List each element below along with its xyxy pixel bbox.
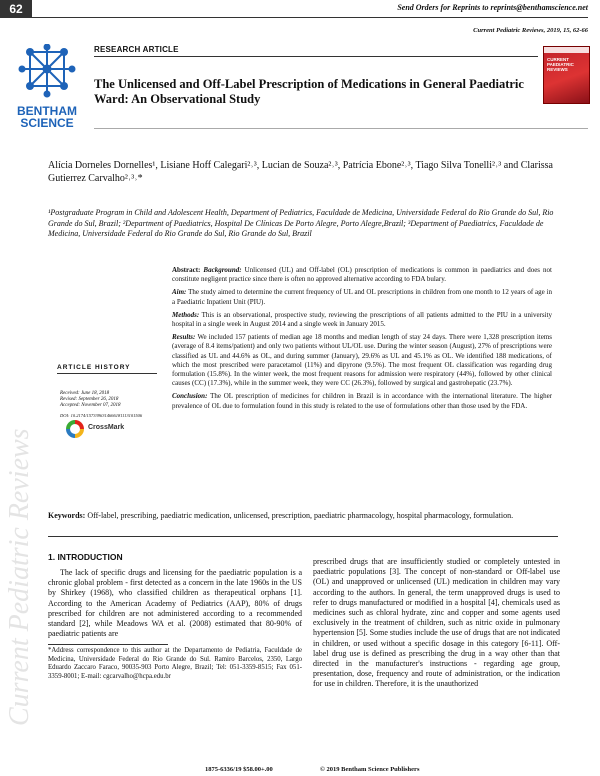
abstract [172,266,552,415]
intro-column-2: prescribed drugs that are insufficiently studied or completely untested in paediatric populations [3]. The concept of non-standard or Off-label use (OL) and unapproved or unlicensed (UL) medication in children may vary according to the authors. In general, the term unapproved drugs is used to refer to drugs manufactured or modified in a hospital [4], chemicals used as medicines such as chloral hydrate, zinc and copper and some agents used exclusively in the treatment of children, such as nitric oxide in pulmonary hypertension [5]. Some studies include the use of drugs that are not indicated in children, or used without a specific dosage in this category [6-11]. Off-label drug use is defined as prescribing the drug in a way other than that directed in the manufacturer's instructions - regarding age group, presentation, dose, frequency and route of administration, or the indication for use in children. Therefore, it is the unauthorized [313,557,560,689]
article-title: The Unlicensed and Off-Label Prescription of Medications in General Paediatric Ward: An Observational Study [94,77,524,106]
journal-reference: Current Pediatric Reviews, 2019, 15, 62-66 [473,27,588,34]
journal-watermark: Current Pediatric Reviews [4,428,35,726]
reprints-notice: Send Orders for Reprints to reprints@benthamscience.net [397,3,588,12]
revised-date: Revised: September 26, 2018 [60,397,119,402]
footnote-rule [48,644,168,645]
keywords: Keywords: Off-label, prescribing, paediatric medication, unlicensed, prescription, paediatric pharmacology, hospital pharmacology, formulation. [48,511,514,520]
article-type: RESEARCH ARTICLE [94,45,179,54]
abstract-methods: Methods: This is an observational, prospective study, reviewing the prescriptions of all patients admitted to the PIU in a university hospital in a single week in August 2014 and a single week in January 2015. [172,310,553,329]
article-type-rule [94,56,538,57]
abstract-results: Results: We included 157 patients of median age 18 months and median length of stay 24 days. There were 1,328 prescription items (average of 8.4 items/patient) and only two patients without UL/OL use. During the winter season (August), 27% of prescriptions were classified as UL and 44.6% as OL, and during summer (January), 29.6% as UL and 45.1% as OL. We identified 188 medications, of which the most prescribed were paracetamol (11%) and dipyrone (9.5%). The most frequent OL classification was regarding drug formulation (15.8%). In the winter week, the most frequent reasons for admission were respiratory (44%), followed by other clinical causes (CC) (17.3%), while in the summer week, they were CC (26.3%), followed by surgical and gastrohepatic (23.7%). [172,333,552,388]
abstract-conclusion: Conclusion: The OL prescription of medicines for children in Brazil is in accordance with the international literature. The higher prevalence of OL due to formulation found in this study is related to the use of formulations other than those used by the FDA. [172,392,553,410]
copyright: © 2019 Bentham Science Publishers [320,766,420,773]
crossmark-icon [66,420,84,438]
abstract-background: Abstract: Background: Unlicensed (UL) and Off-label (OL) prescription of medications is common in paediatrics and does not constitute negligent practice since there is often no approved alternative according to FDA bulary. [172,266,552,284]
received-date: Received: June 18, 2018 [60,391,110,396]
molecule-icon [8,44,86,100]
crossmark-label: CrossMark [88,424,125,431]
article-history-rule [57,373,157,374]
bentham-science-logo [8,44,86,130]
keywords-rule [48,536,558,537]
article-history-heading: ARTICLE HISTORY [57,364,131,371]
cover-title: CURRENT PAEDIATRIC REVIEWS [547,57,574,72]
header-rule [32,17,588,18]
doi-link[interactable]: DOI: 10.2174/1573396314666181113101506 [60,413,143,418]
intro-column-1: The lack of specific drugs and licensing for the paediatric population is a chronic global problem - first detected as a concern in the late 1960s in the US by Shirkey (1968), who classified children as therapeutical orphans [1]. According to the American Academy of Pediatrics (AAP), 80% of drugs prescribed for children are not administered according to a recommended standard [2], while Meadows WA et al. (2008) estimated that 80-90% of paediatric patients are [48,568,302,639]
section-heading-introduction: 1. INTRODUCTION [48,552,123,562]
issn-price: 1875-6336/19 $58.00+.00 [205,766,273,773]
journal-cover-thumbnail [543,46,590,104]
page-number: 62 [0,0,32,18]
logo-text-science: SCIENCE [20,116,74,130]
author-list: Alícia Dorneles Dornelles¹, Lisiane Hoff Calegari²˒³, Lucian de Souza²˒³, Patrícia Ebone²˒³, Tiago Silva Tonelli²˒³ and Clarissa Gutierrez Carvalho²˒³˒* [48,160,553,184]
abstract-aim: Aim: The study aimed to determine the current frequency of UL and OL prescriptions in children from one month to 12 years of age in a Paediatric Inpatient Unit (PIU). [172,288,553,306]
title-rule [94,128,588,129]
article-history-dates [60,391,155,409]
correspondence-footnote: *Address correspondence to this author at the Departamento de Pediatria, Faculdade de Medicina, Universidade Federal do Rio Grande do Sul. Ramiro Barcelos, 2350, Largo Eduardo Zaccaro Faraco, 90035-903 Porto Alegre, Brazil; Tel: 051-3359-8515; Fax 051-3359-8001; E-mail: cgcarvalho@hcpa.edu.br [48,647,302,680]
accepted-date: Accepted: November 07, 2018 [60,403,121,408]
logo-text-bentham: BENTHAM [17,104,77,118]
crossmark-button[interactable] [66,420,146,440]
affiliations: ¹Postgraduate Program in Child and Adolescent Health, Department of Pediatrics, Faculdade de Medicina, Universidade Federal do Rio Grande do Sul, Rio Grande do Sul, Brazil; ²Department of Paediatrics, Hospital De Clínicas De Porto Alegre, Porto Alegre,Brazil; ³Department of Paediatrics, Faculdade de Medicina, Universidade Federal do Rio Grande do Sul, Rio Grande do Sul, Brazil [48,208,554,238]
